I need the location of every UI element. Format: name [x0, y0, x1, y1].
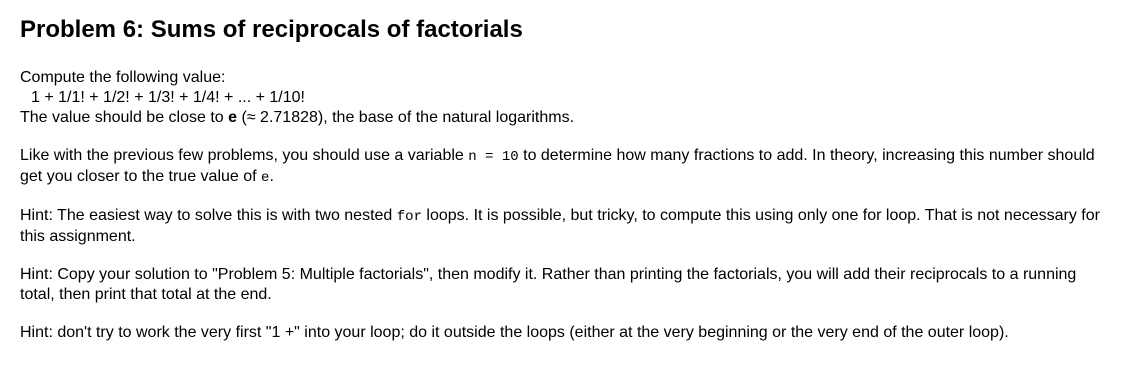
intro-text: The value should be close to — [20, 109, 229, 126]
variable-paragraph — [20, 146, 1110, 188]
e-symbol: e — [228, 109, 238, 126]
problem-title: Problem 6: Sums of reciprocals of factorials — [20, 16, 523, 43]
code-snippet: for — [396, 209, 422, 225]
paragraph-text: Like with the previous few problems, you should use a variable — [20, 147, 469, 164]
series-expression: 1 + 1/1! + 1/2! + 1/3! + 1/4! + ... + 1/10! — [31, 89, 305, 106]
paragraph-text: Hint: The easiest way to solve this is with two nested — [20, 207, 397, 224]
hint-paragraph: Hint: Copy your solution to "Problem 5: Multiple factorials", then modify it. Rather than printing the factorials, you will add their reciprocals to a running total, then print that total at the end. — [20, 266, 1077, 303]
paragraph-text: loops. It is possible, but tricky, to compute this using only one for loop. That is not necessary for this assignment. — [20, 207, 1100, 245]
paragraph-text: . — [269, 168, 274, 185]
code-snippet: e — [261, 170, 270, 186]
paragraph-text: to determine how many fractions to add. In theory, increasing this number should get you closer to the true value of — [20, 147, 1095, 185]
hint-paragraph — [20, 206, 1110, 247]
hint-paragraph: Hint: don't try to work the very first "1 +" into your loop; do it outside the loops (either at the very beginning or the very end of the outer loop). — [20, 324, 1009, 341]
code-snippet: n = 10 — [468, 149, 519, 165]
intro-text: (≈ 2.71828), the base of the natural logarithms. — [237, 109, 575, 126]
intro-paragraph — [20, 68, 1110, 128]
intro-line: Compute the following value: — [20, 69, 226, 86]
